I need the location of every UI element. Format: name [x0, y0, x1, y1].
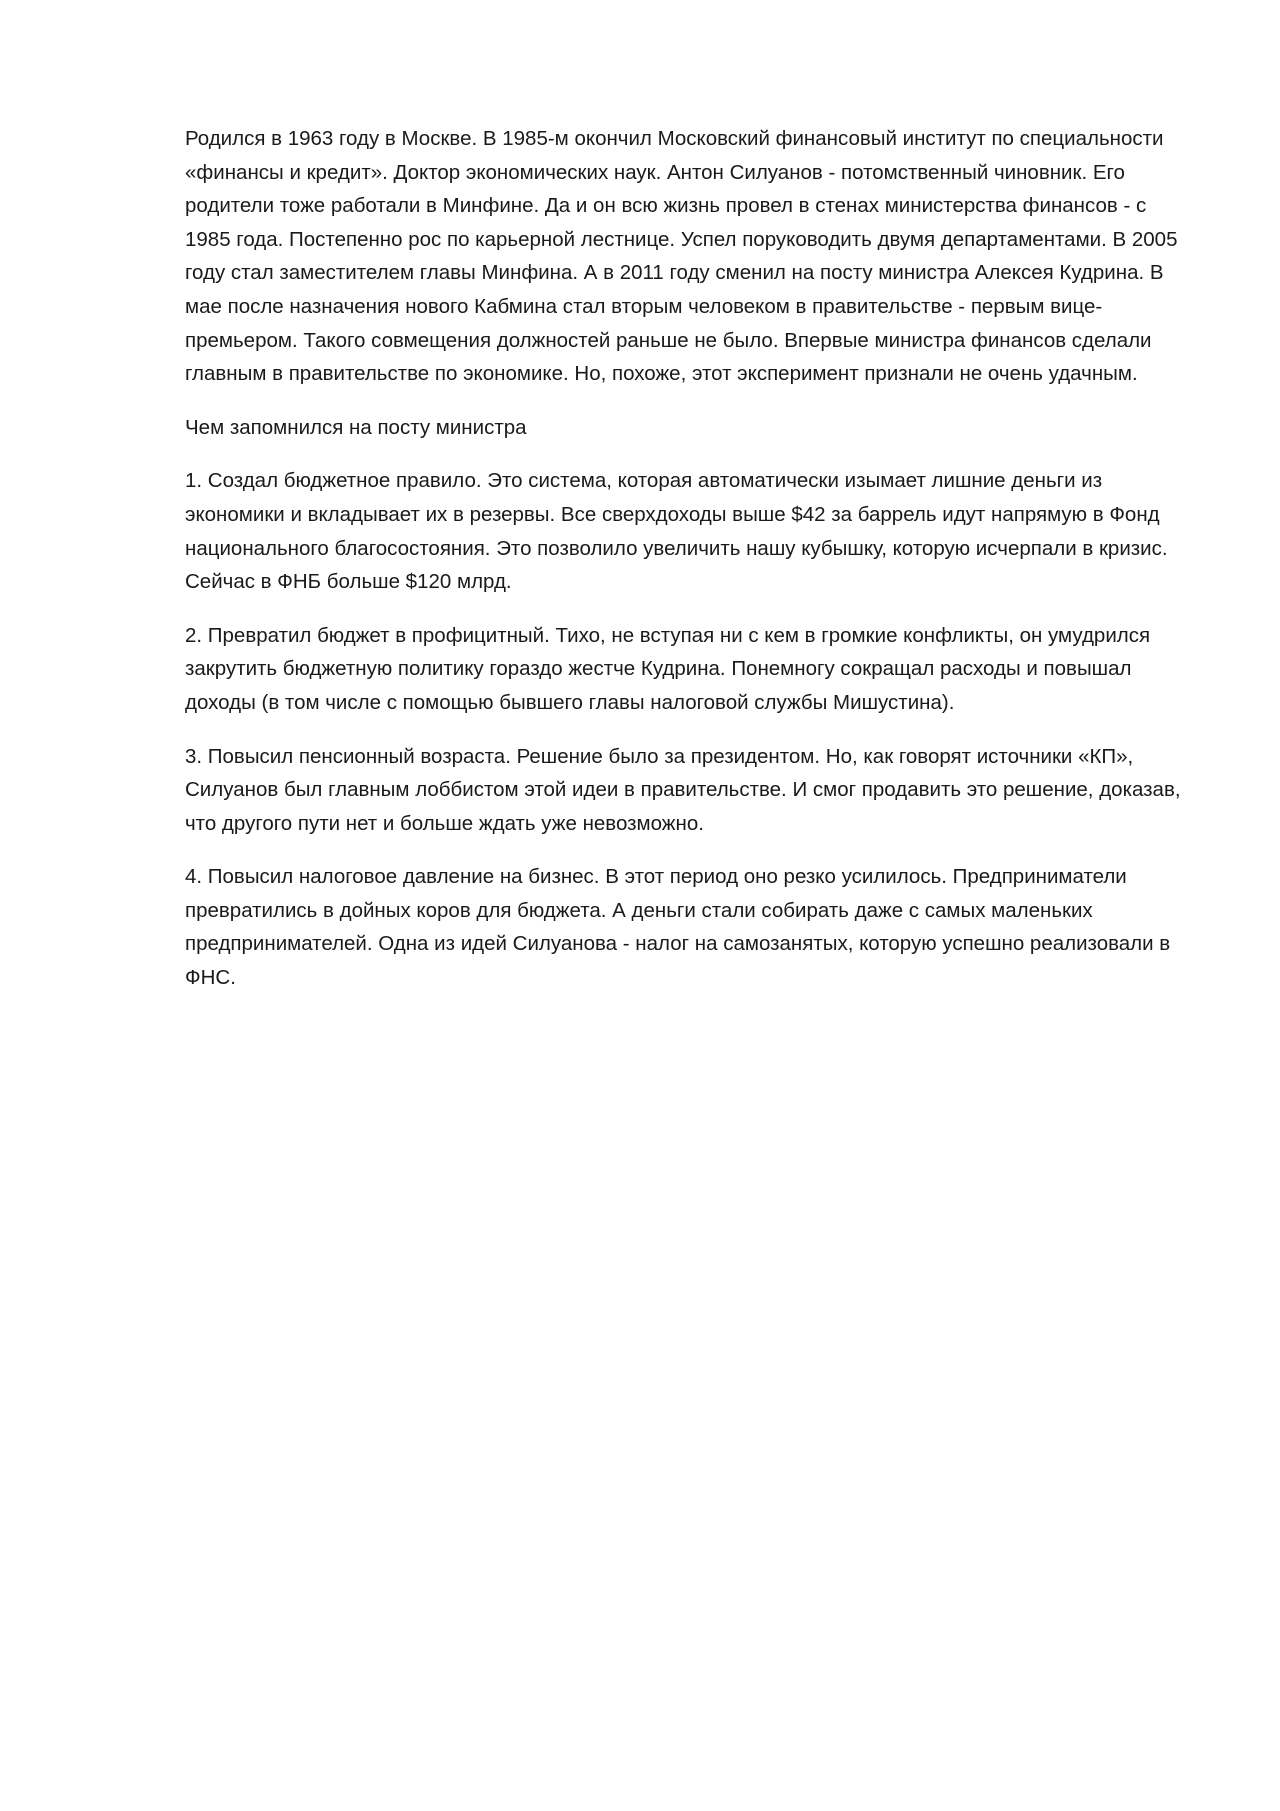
paragraph-item-4: 4. Повысил налоговое давление на бизнес. В этот период оно резко усилилось. Предприниматели превратились в дойных коров для бюджета. А деньги стали собирать даже с самых маленьких предпринимателей. Одна из идей Силуанова - налог на самозанятых, которую успешно реализовали в ФНС. — [185, 865, 1171, 990]
document-body — [185, 122, 1195, 1015]
paragraph-biography: Родился в 1963 году в Москве. В 1985-м окончил Московский финансовый институт по специальности «финансы и кредит». Доктор экономических наук. Антон Силуанов - потомственный чиновник. Его родители тоже работали в Минфине. Да и он всю жизнь провел в стенах министерства финансов - с 1985 года. Постепенно рос по карьерной лестнице. Успел поруководить двумя департаментами. В 2005 году стал заместителем главы Минфина. А в 2011 году сменил на посту министра Алексея Кудрина. В мае после назначения нового Кабмина стал вторым человеком в правительстве - первым вице-премьером. Такого совмещения должностей раньше не было. Впервые министра финансов сделали главным в правительстве по экономике. Но, похоже, этот эксперимент признали не очень удачным. — [185, 127, 1178, 386]
paragraph-item-1: 1. Создал бюджетное правило. Это система, которая автоматически изымает лишние деньги из экономики и вкладывает их в резервы. Все сверхдоходы выше $42 за баррель идут напрямую в Фонд национального благосостояния. Это позволило увеличить нашу кубышку, которую исчерпали в кризис. Сейчас в ФНБ больше $120 млрд. — [185, 469, 1168, 594]
paragraph-item-3: 3. Повысил пенсионный возраста. Решение было за президентом. Но, как говорят источники «КП», Силуанов был главным лоббистом этой идеи в правительстве. И смог продавить это решение, доказав, что другого пути нет и больше ждать уже невозможно. — [185, 744, 1181, 835]
paragraph-item-2: 2. Превратил бюджет в профицитный. Тихо, не вступая ни с кем в громкие конфликты, он умудрился закрутить бюджетную политику гораздо жестче Кудрина. Понемногу сокращал расходы и повышал доходы (в том числе с помощью бывшего главы налоговой службы Мишустина). — [185, 623, 1151, 714]
section-heading: Чем запомнился на посту министра — [185, 415, 527, 439]
